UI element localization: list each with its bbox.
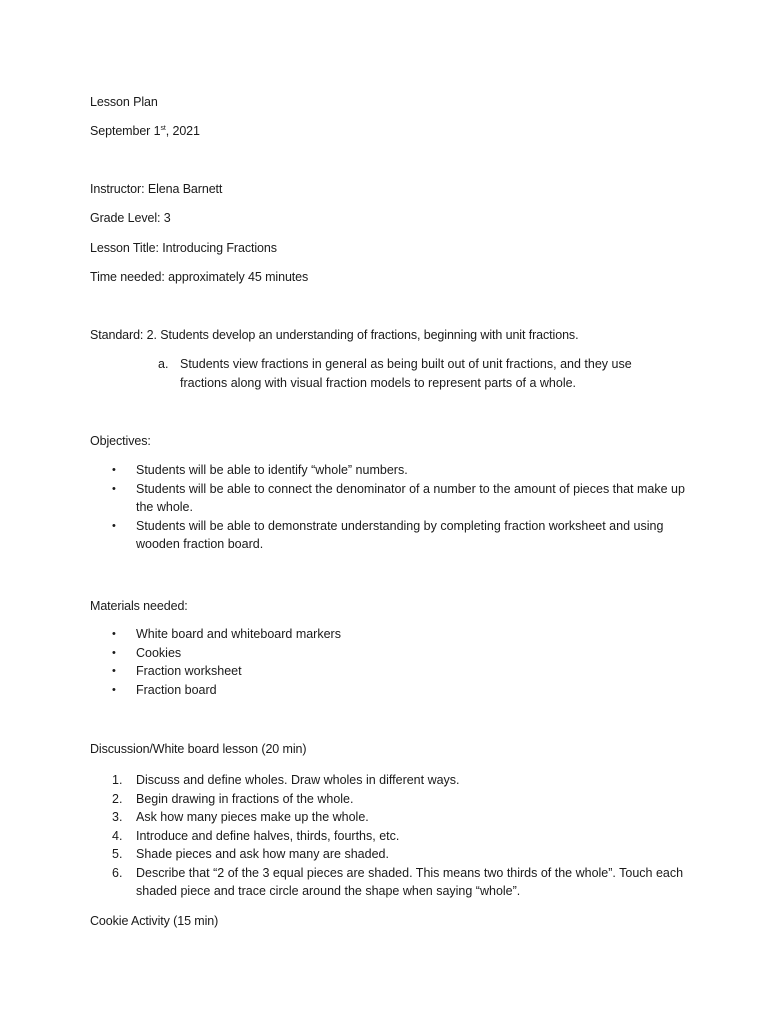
date-suffix: , 2021 [165,124,200,138]
objectives-list [112,461,692,554]
date-superscript: st [160,124,166,132]
materials-heading: Materials needed: [90,599,188,613]
time-needed-line: Time needed: approximately 45 minutes [90,270,309,284]
list-item: • Students will be able to demonstrate understanding by completing fraction worksheet and using wooden fraction board. [112,518,664,551]
bullet-marker: • [112,464,116,476]
cookie-activity-heading: Cookie Activity (15 min) [90,914,219,928]
discussion-heading: Discussion/White board lesson (20 min) [90,742,307,756]
list-item: 4. Introduce and define halves, thirds, fourths, etc. [112,827,692,846]
bullet-marker: • [112,646,116,659]
materials-list [112,625,692,699]
list-item: • Students will be able to identify “whole” numbers. [112,461,692,480]
sub-item-text: Students view fractions in general as being built out of unit fractions, and they use fractions along with visual fraction models to represent parts of a whole. [180,357,632,390]
step-number: 6. [112,865,123,880]
sub-item-marker: a. [158,357,169,371]
instructor-line: Instructor: Elena Barnett [90,182,223,196]
discussion-steps-list [112,771,692,901]
bullet-marker: • [112,482,116,495]
bullet-marker: • [112,519,116,532]
step-number: 1. [112,773,123,787]
list-item: 1. Discuss and define wholes. Draw wholes in different ways. [112,771,692,790]
step-number: 4. [112,828,123,843]
step-number: 2. [112,791,123,806]
list-item: 3. Ask how many pieces make up the whole. [112,808,692,827]
objectives-heading: Objectives: [90,434,151,448]
list-item: • Fraction board [112,681,692,700]
list-item: 5. Shade pieces and ask how many are shaded. [112,845,692,864]
list-item: • Students will be able to connect the denominator of a number to the amount of pieces that make up the whole. [112,481,685,514]
step-number: 5. [112,847,123,861]
list-item: 6. Describe that “2 of the 3 equal pieces are shaded. This means two thirds of the whole”. Touch each shaded piece and trace circle around the shape when saying “whole”. [112,865,684,898]
document-type: Lesson Plan [90,95,158,109]
standard-sub-item [158,355,678,392]
list-item: • White board and whiteboard markers [112,625,692,644]
bullet-marker: • [112,683,116,696]
date-prefix: September 1 [90,124,161,138]
list-item: 2. Begin drawing in fractions of the whole. [112,790,692,809]
list-item: • Cookies [112,644,692,663]
lesson-title-line: Lesson Title: Introducing Fractions [90,241,277,255]
standard-line: Standard: 2. Students develop an understanding of fractions, beginning with unit fractions. [90,328,579,342]
grade-level-line: Grade Level: 3 [90,211,171,225]
lesson-date [90,122,200,140]
bullet-marker: • [112,628,116,640]
list-item: • Fraction worksheet [112,662,692,681]
step-number: 3. [112,810,123,824]
bullet-marker: • [112,665,116,677]
